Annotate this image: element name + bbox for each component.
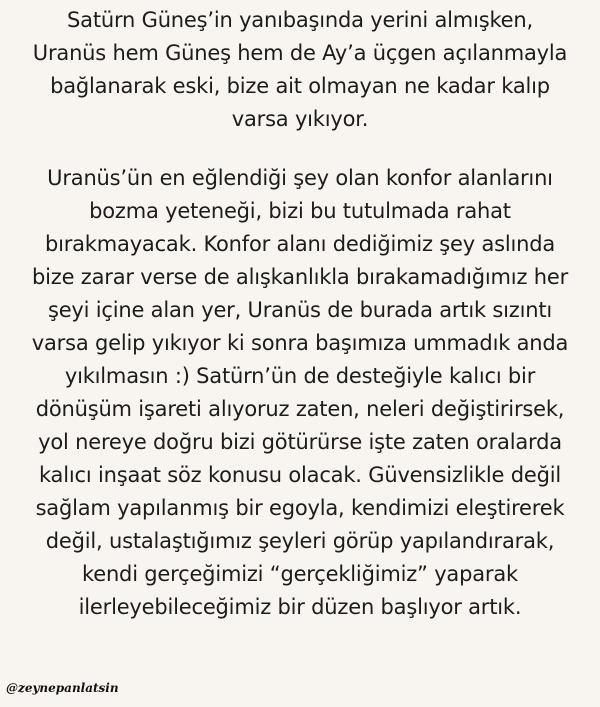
text-line: Uranüs’ün en eğlendiği şey olan konfor alanlarını [47,166,553,190]
text-line: bırakmayacak. Konfor alanı dediğimiz şey aslında [44,232,556,256]
text-line: kalıcı inşaat söz konusu olacak. Güvensizlikle değil [38,463,562,487]
text-line: varsa yıkıyor. [231,107,369,131]
text-line: yıkılmasın :) Satürn’ün de desteğiyle kalıcı bir [64,364,536,388]
text-line: şeyi içine alan yer, Uranüs de burada artık sızıntı [47,298,553,322]
author-handle: @zeynepanlatsin [6,681,119,695]
text-line: ilerleyebileceğimiz bir düzen başlıyor artık. [78,595,522,619]
text-line: Satürn Güneş’in yanıbaşında yerini almışken, [67,8,533,32]
paragraph-1 [0,4,600,136]
text-line: değil, ustalaştığımız şeyleri görüp yapılandırarak, [45,529,555,553]
paragraph-2 [0,162,600,624]
text-line: dönüşüm işareti alıyoruz zaten, neleri değiştirirsek, [35,397,565,421]
text-line: yol nereye doğru bizi götürürse işte zaten oralarda [38,430,562,454]
text-line: bozma yeteneği, bizi bu tutulmada rahat [89,199,511,223]
text-line: Uranüs hem Güneş hem de Ay’a üçgen açılanmayla [32,41,568,65]
text-line: bize zarar verse de alışkanlıkla bırakamadığımız her [31,265,569,289]
text-line: kendi gerçeğimizi “gerçekliğimiz” yaparak [82,562,518,586]
text-line: sağlam yapılanmış bir egoyla, kendimizi eleştirerek [35,496,565,520]
text-line: bağlanarak eski, bize ait olmayan ne kadar kalıp [50,74,550,98]
post-body [0,4,600,624]
text-line: varsa gelip yıkıyor ki sonra başımıza ummadık anda [31,331,569,355]
